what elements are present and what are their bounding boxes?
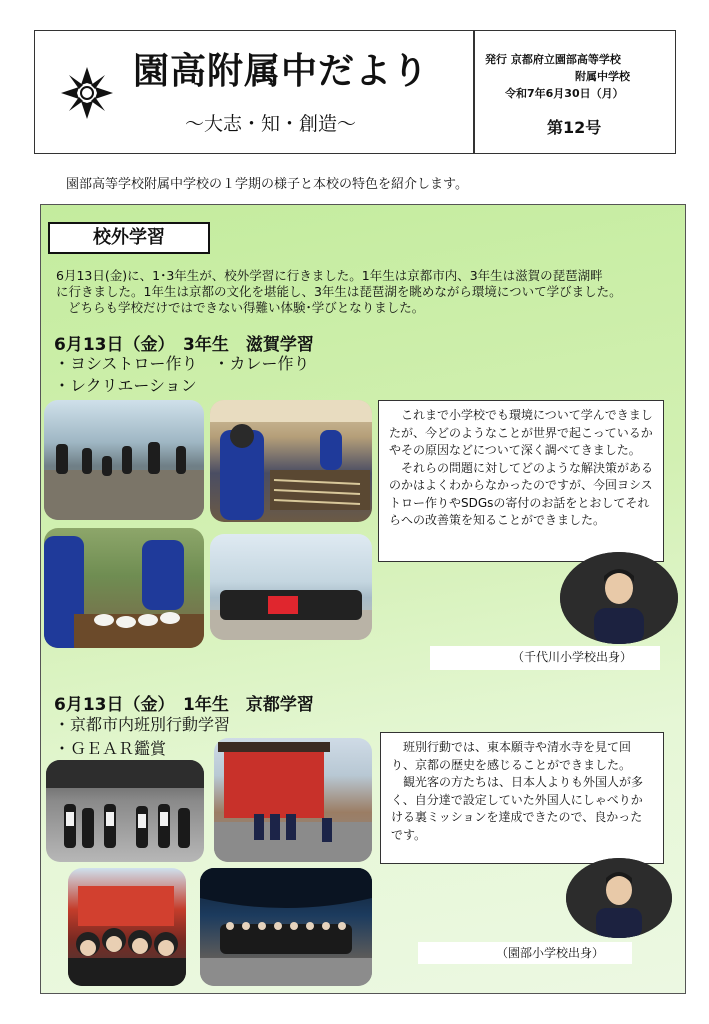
comment-paragraph: これまで小学校でも環境について学んできましたが、今どのようなことが世界で起こっているかやその原因などについて深く調べてきました。 (389, 408, 653, 457)
publisher-line1: 発行 京都府立園部高等学校 (485, 53, 621, 66)
intro-text: 園部高等学校附属中学校の１学期の様子と本校の特色を紹介します。 (66, 177, 468, 192)
student-avatar (560, 552, 678, 644)
student-avatar (566, 858, 672, 938)
group-photo-lake (210, 534, 372, 640)
trip1-bullet: ・ＧＥＡＲ鑑賞 (54, 739, 167, 758)
trip3-bullet: ・ヨシストロー作り ・カレー作り (54, 354, 310, 373)
comment-paragraph: 観光客の方たちは、日本人よりも外国人が多く、自分達で設定していた外国人にしゃべりかける裏ミッションを達成できたので、良かったです。 (391, 775, 644, 842)
issue-number: 第12号 (547, 118, 602, 137)
school-emblem-icon (59, 65, 115, 121)
lakeshore-photo (44, 400, 204, 520)
trip3-origin: （千代川小学校出身） (430, 646, 660, 670)
gear-theater-photo (200, 868, 372, 986)
temple-visit-photo (214, 738, 372, 862)
trip1-student-comment (380, 732, 664, 864)
publish-date: 令和7年6月30日（月） (505, 87, 624, 100)
shrine-selfie-photo (68, 868, 186, 986)
newsletter-title: 園高附属中だより (133, 51, 430, 92)
school-motto: 〜大志・知・創造〜 (185, 113, 357, 135)
comment-paragraph: それらの問題に対してどのような解決策があるのかはよくわからなかったのですが、今回ヨシストロー作りやSDGsの寄付のお話をとおしてそれらへの改善策を知ることができました。 (389, 460, 654, 527)
publisher-line2: 附属中学校 (575, 70, 630, 83)
trip1-origin: （園部小学校出身） (418, 942, 632, 964)
publisher-info (485, 51, 630, 102)
newsletter-header (34, 30, 676, 154)
header-divider (473, 31, 475, 153)
section-label: 校外学習 (48, 222, 210, 254)
lead-line: に行きました。1年生は京都の文化を堪能し、3年生は琵琶湖を眺めながら環境について学びました。 (56, 284, 622, 299)
lead-line: 6月13日(金)に、1･3年生が、校外学習に行きました。1年生は京都市内、3年生は滋賀の琵琶湖畔 (56, 268, 603, 283)
trip1-heading: 6月13日（金） 1年生 京都学習 (54, 695, 314, 715)
trip3-student-comment (378, 400, 664, 562)
lead-line: どちらも学校だけではできない得難い体験･学びとなりました。 (68, 300, 425, 315)
curry-cooking-photo (44, 528, 204, 648)
trip1-bullet: ・京都市内班別行動学習 (54, 715, 231, 734)
comment-paragraph: 班別行動では、東本願寺や清水寺を見て回り、京都の歴史を感じることができました。 (391, 740, 632, 772)
trip3-bullet: ・レクリエーション (54, 376, 197, 395)
section-lead (56, 268, 664, 316)
trip3-heading: 6月13日（金） 3年生 滋賀学習 (54, 335, 314, 355)
straw-making-photo (210, 400, 372, 522)
city-group-photo (46, 760, 204, 862)
